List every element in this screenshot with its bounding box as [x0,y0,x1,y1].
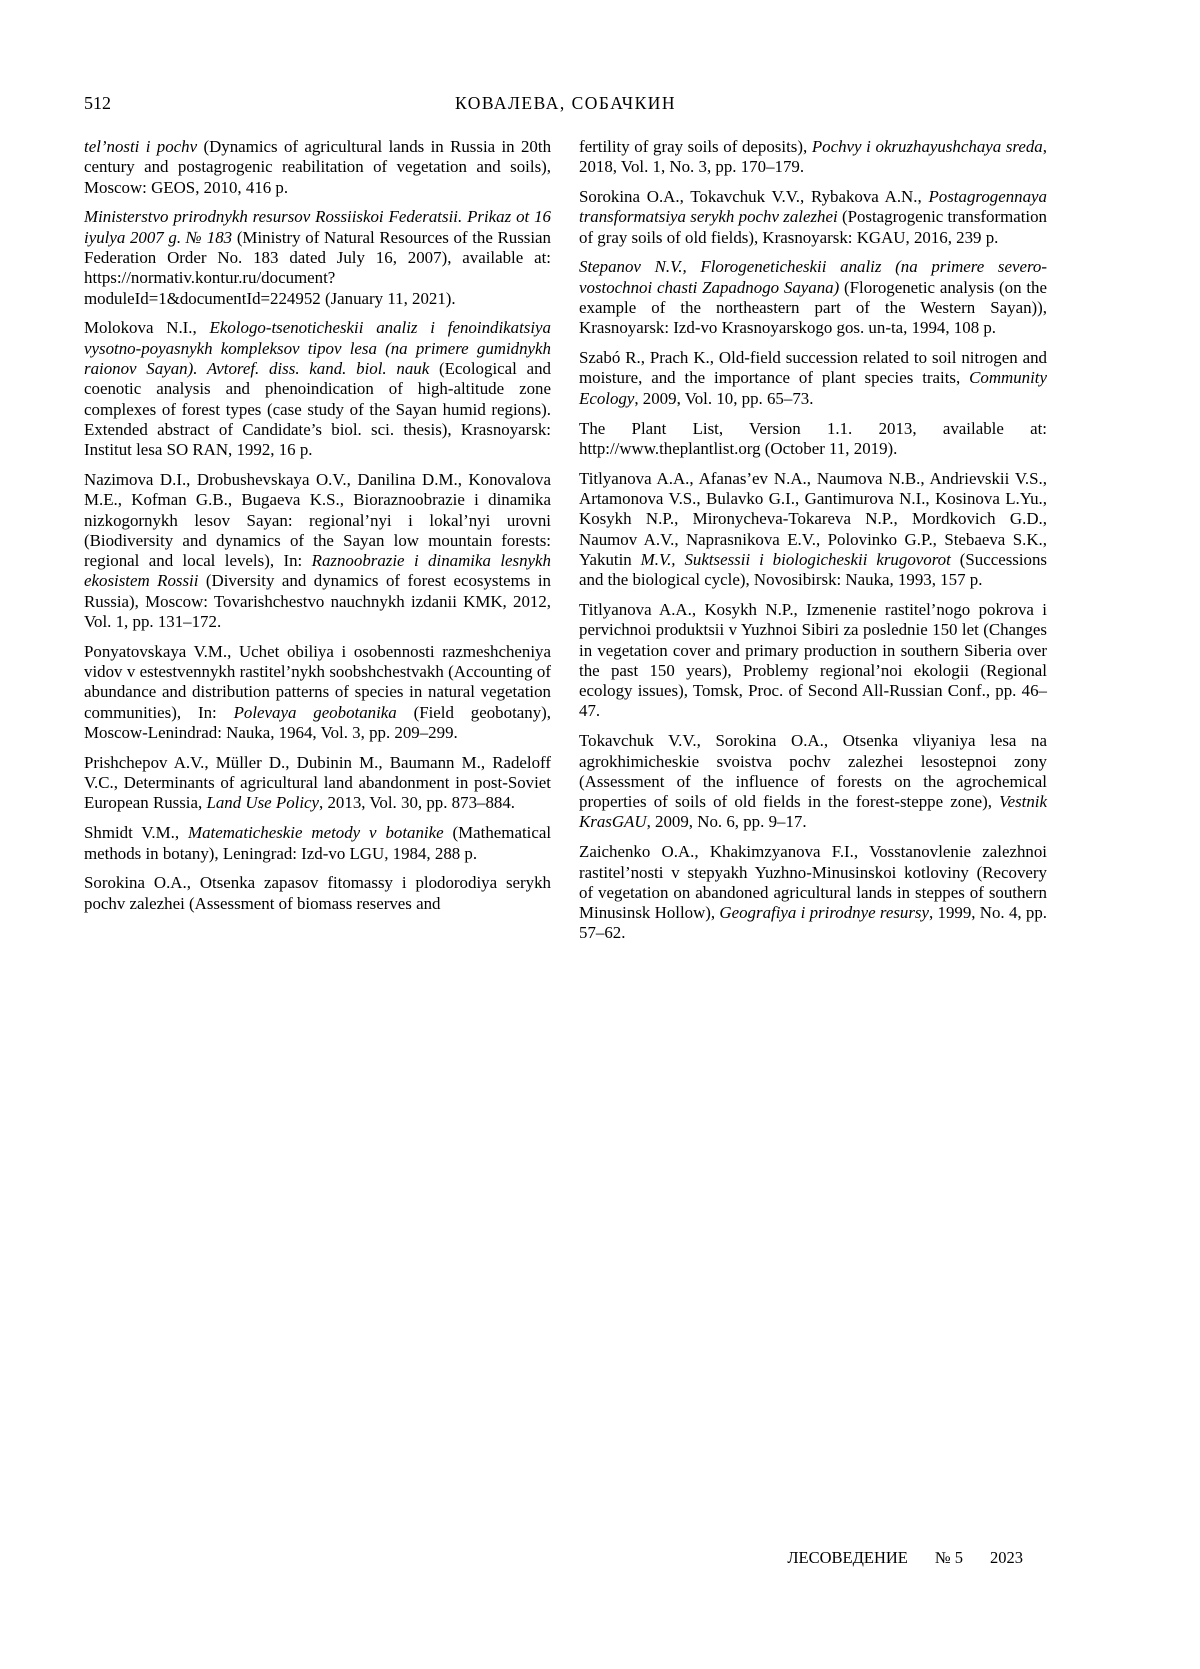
reference-entry: Tokavchuk V.V., Sorokina O.A., Otsenka vliyaniya lesa na agrokhimicheskie svoistva pochv zalezhei lesostepnoi zony (Assessment of the influence of forests on the agrochemical properties of soils of old fields in the forest-steppe zone), Vestnik KrasGAU, 2009, No. 6, pp. 9–17. [579,731,1047,832]
reference-entry: Shmidt V.M., Matematicheskie metody v botanike (Mathematical methods in botany), Leningrad: Izd-vo LGU, 1984, 288 p. [84,823,552,863]
reference-entry: Sorokina O.A., Tokavchuk V.V., Rybakova A.N., Postagrogennaya transformatsiya serykh pochv zalezhei (Postagrogenic transformation of gray soils of old fields), Krasnoyarsk: KGAU, 2016, 239 p. [579,187,1047,247]
reference-entry: Ponyatovskaya V.M., Uchet obiliya i osobennosti razmeshcheniya vidov v estestvennykh rastitel’nykh soobshchestvakh (Accounting of abundance and distribution patterns of species in natural vegetation communities), In: Polevaya geobotanika (Field geobotany), Moscow-Lenindrad: Nauka, 1964, Vol. 3, pp. 209–299. [84,641,551,743]
footer-year: 2023 [990,1548,1023,1567]
running-head: КОВАЛЕВА, СОБАЧКИН [454,93,677,113]
reference-entry: fertility of gray soils of deposits), Pochvy i okruzhayushchaya sreda, 2018, Vol. 1, No. 3, pp. 170–179. [579,137,1047,177]
page-number: 512 [84,93,111,113]
footer-issue-number: № 5 [934,1548,963,1567]
reference-entry: tel’nosti i pochv (Dynamics of agricultural lands in Russia in 20th century and postagrogenic reabilitation of vegetation and soils), Moscow: GEOS, 2010, 416 p. [84,137,552,197]
reference-entry: Sorokina O.A., Otsenka zapasov fitomassy i plodorodiya serykh pochv zalezhei (Assessment of biomass reserves and [84,873,551,913]
journal-footer [787,1548,1023,1568]
reference-entry: Stepanov N.V., Florogeneticheskii analiz (na primere severo-vostochnoi chasti Zapadnogo Sayana) (Florogenetic analysis (on the example of the northeastern part of the Western Sayan)), Krasnoyarsk: Izd-vo Krasnoyarskogo gos. un-ta, 1994, 108 p. [579,257,1047,338]
references-right-column [579,137,1047,944]
reference-entry: The Plant List, Version 1.1. 2013, available at: http://www.theplantlist.org (October 11, 2019). [579,418,1047,458]
reference-entry: Nazimova D.I., Drobushevskaya O.V., Danilina D.M., Konovalova M.E., Kofman G.B., Bugaeva K.S., Bioraznoobrazie i dinamika nizkogornykh lesov Sayan: regional’nyi i lokal’nyi urovni (Biodiversity and dynamics of the Sayan low mountain forests: regional and local levels), In: Raznoobrazie i dinamika lesnykh ekosistem Rossii (Diversity and dynamics of forest ecosystems in Russia), Moscow: Tovarishchestvo nauchnykh izdanii KMK, 2012, Vol. 1, pp. 131–172. [84,469,551,632]
reference-entry: Szabó R., Prach K., Old-field succession related to soil nitrogen and moisture, and the importance of plant species traits, Community Ecology, 2009, Vol. 10, pp. 65–73. [579,348,1047,408]
footer-journal-title: ЛЕСОВЕДЕНИЕ [787,1548,908,1567]
references-left-column [84,137,551,944]
reference-entry: Zaichenko O.A., Khakimzyanova F.I., Vosstanovlenie zalezhnoi rastitel’nosti v stepyakh Yuzhno-Minusinskoi kotloviny (Recovery of vegetation on abandoned agricultural lands in steppes of southern Minusinsk Hollow), Geografiya i prirodnye resursy, 1999, No. 4, pp. 57–62. [579,842,1048,943]
reference-entry: Titlyanova A.A., Afanas’ev N.A., Naumova N.B., Andrievskii V.S., Artamonova V.S., Bulavko G.I., Gantimurova N.I., Kosinova L.Yu., Kosykh N.P., Mironycheva-Tokareva N.P., Mordkovich G.D., Naumov A.V., Naprasnikova E.V., Polovinko G.P., Stebaeva S.K., Yakutin M.V., Suktsessii i biologicheskii krugovorot (Successions and the biological cycle), Novosibirsk: Nauka, 1993, 157 p. [579,468,1047,590]
references-section [84,137,1047,944]
reference-entry: Prishchepov A.V., Müller D., Dubinin M., Baumann M., Radeloff V.C., Determinants of agricultural land abandonment in post-Soviet European Russia, Land Use Policy, 2013, Vol. 30, pp. 873–884. [84,752,551,813]
reference-entry: Titlyanova A.A., Kosykh N.P., Izmenenie rastitel’nogo pokrova i pervichnoi produktsii v Yuzhnoi Sibiri za poslednie 150 let (Changes in vegetation cover and primary production in southern Siberia over the past 150 years), Problemy regional’noi ekologii (Regional ecology issues), Tomsk, Proc. of Second All-Russian Conf., pp. 46–47. [579,599,1047,721]
reference-entry: Molokova N.I., Ekologo-tsenoticheskii analiz i fenoindikatsiya vysotno-poyasnykh kompleksov tipov lesa (na primere gumidnykh raionov Sayan). Avtoref. diss. kand. biol. nauk (Ecological and coenotic analysis and phenoindication of high-altitude zone complexes of forest types (case study of the Sayan humid regions). Extended abstract of Candidate’s biol. sci. thesis), Krasnoyarsk: Institut lesa SO RAN, 1992, 16 p. [84,318,552,460]
reference-entry: Ministerstvo prirodnykh resursov Rossiiskoi Federatsii. Prikaz ot 16 iyulya 2007 g. № 183 (Ministry of Natural Resources of the Russian Federation Order No. 183 dated July 16, 2007), available at: https://normativ.kontur.ru/document?moduleId=1&documentId=224952 (January 11, 2021). [84,207,551,308]
